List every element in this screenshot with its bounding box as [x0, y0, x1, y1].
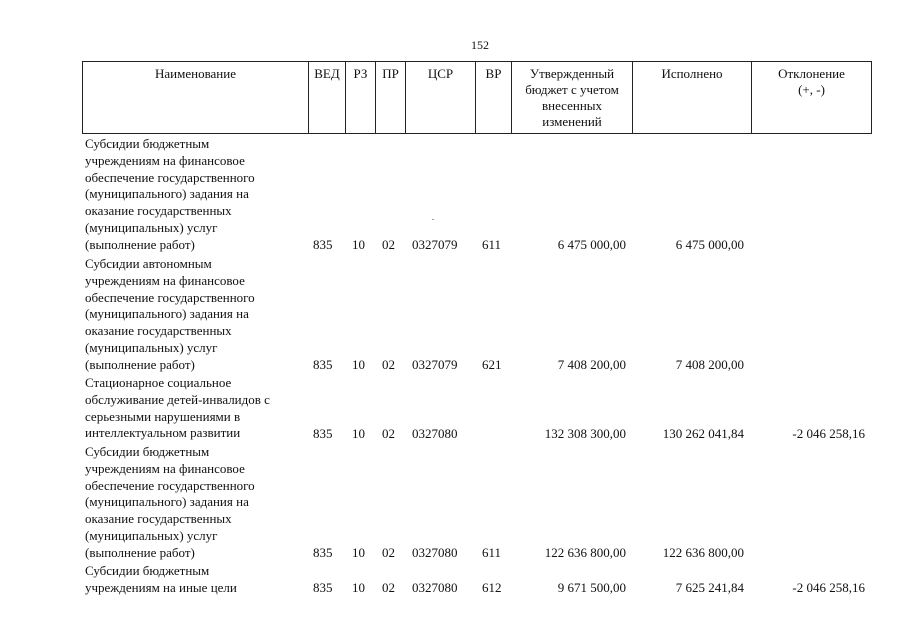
row-rz: 10	[352, 545, 365, 560]
row-rz: 10	[352, 357, 365, 372]
row-pr: 02	[382, 357, 395, 372]
row-executed: 6 475 000,00	[675, 237, 744, 252]
row-approved: 9 671 500,00	[557, 580, 626, 595]
row-approved: 132 308 300,00	[544, 426, 626, 441]
header-deviation: Отклонение (+, -)	[751, 61, 872, 134]
row-pr: 02	[382, 580, 395, 595]
row-ved: 835	[313, 580, 333, 595]
row-name: Стационарное социальное обслуживание детей-инвалидов с серьезными нарушениями в интеллектуальном развитии	[85, 375, 270, 441]
row-executed: 7 625 241,84	[675, 580, 744, 595]
row-ved: 835	[313, 357, 333, 372]
row-executed: 7 408 200,00	[675, 357, 744, 372]
row-csr: 0327080	[412, 580, 458, 595]
row-csr: 0327080	[412, 426, 458, 441]
row-deviation: -2 046 258,16	[792, 426, 865, 441]
row-name: Субсидии бюджетным учреждениям на финансовое обеспечение государственного (муниципального) задания на оказание государственных (муниципальных) услуг (выполнение работ)	[85, 444, 255, 560]
scan-speck	[432, 219, 434, 220]
row-rz: 10	[352, 237, 365, 252]
row-name: Субсидии автономным учреждениям на финансовое обеспечение государственного (муниципального) задания на оказание государственных (муниципальных) услуг (выполнение работ)	[85, 256, 255, 372]
row-pr: 02	[382, 237, 395, 252]
row-ved: 835	[313, 545, 333, 560]
header-ved: ВЕД	[308, 61, 345, 134]
header-pr: ПР	[375, 61, 405, 134]
row-pr: 02	[382, 426, 395, 441]
row-csr: 0327079	[412, 357, 458, 372]
row-approved: 6 475 000,00	[557, 237, 626, 252]
header-csr: ЦСР	[405, 61, 475, 134]
row-vr: 611	[482, 237, 502, 252]
row-csr: 0327080	[412, 545, 458, 560]
row-ved: 835	[313, 237, 333, 252]
header-name: Наименование	[82, 61, 308, 134]
row-ved: 835	[313, 426, 333, 441]
header-rz: РЗ	[345, 61, 375, 134]
page-number: 152	[471, 38, 489, 52]
row-rz: 10	[352, 426, 365, 441]
row-pr: 02	[382, 545, 395, 560]
row-vr: 611	[482, 545, 502, 560]
header-approved: Утвержденный бюджет с учетом внесенных изменений	[511, 61, 632, 134]
row-approved: 7 408 200,00	[557, 357, 626, 372]
row-name: Субсидии бюджетным учреждениям на финансовое обеспечение государственного (муниципального) задания на оказание государственных (муниципальных) услуг (выполнение работ)	[85, 136, 255, 252]
header-vr: ВР	[475, 61, 511, 134]
row-executed: 122 636 800,00	[662, 545, 744, 560]
row-csr: 0327079	[412, 237, 458, 252]
header-executed: Исполнено	[632, 61, 751, 134]
row-approved: 122 636 800,00	[544, 545, 626, 560]
row-deviation: -2 046 258,16	[792, 580, 865, 595]
row-rz: 10	[352, 580, 365, 595]
row-vr: 621	[482, 357, 502, 372]
row-name: Субсидии бюджетным учреждениям на иные цели	[85, 563, 237, 595]
row-vr: 612	[482, 580, 502, 595]
row-executed: 130 262 041,84	[662, 426, 744, 441]
